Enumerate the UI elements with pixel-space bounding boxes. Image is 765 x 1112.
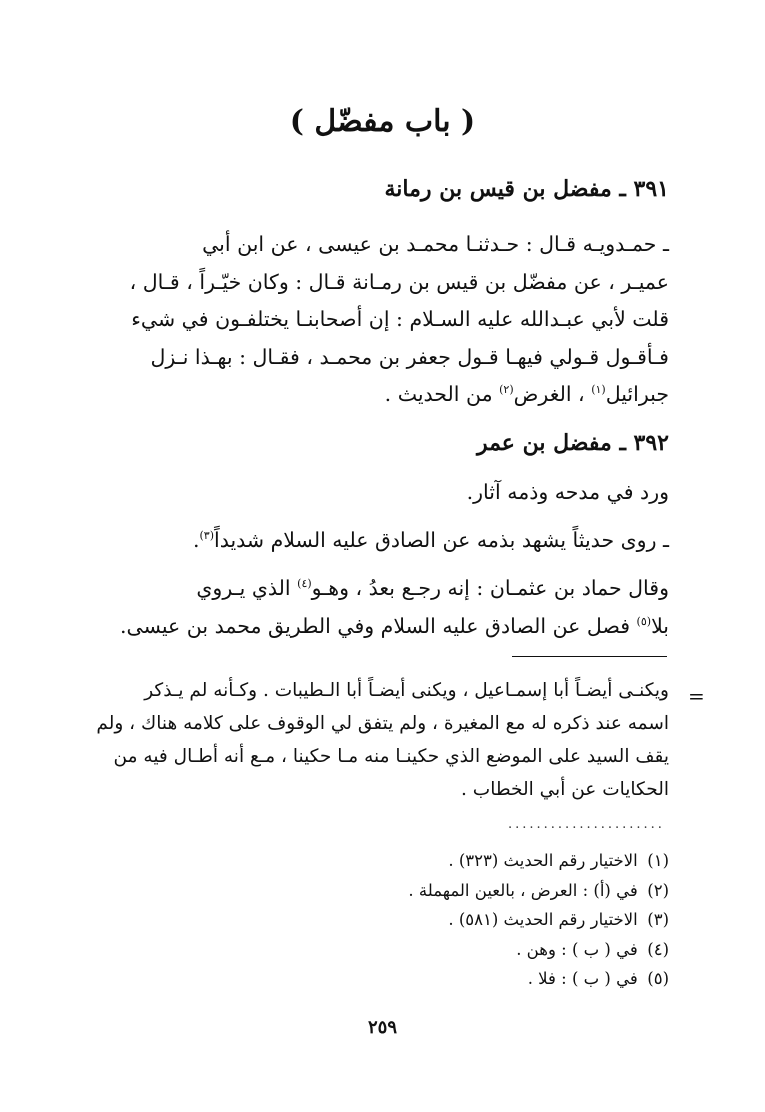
footnote-2 bbox=[89, 876, 669, 906]
entry-392-line1 bbox=[89, 474, 669, 512]
footnote-ref-3[interactable]: (٣) bbox=[199, 529, 214, 543]
note-line: اسمه عند ذكره له مع المغيرة ، ولم يتفق لي الوقوف على كلامه هناك ، ولم bbox=[96, 713, 669, 734]
footnote-3 bbox=[89, 905, 669, 935]
body-line bbox=[89, 570, 669, 608]
text-segment: ، الغرض bbox=[513, 382, 592, 406]
footnote-text: في ( ب ) : فلا . bbox=[527, 969, 638, 988]
chapter-title: ( باب مفضّل ) bbox=[289, 104, 476, 139]
body-line: ورد في مدحه وذمه آثار. bbox=[466, 480, 669, 504]
footnote-5 bbox=[89, 964, 669, 994]
footnote-number: (١) bbox=[647, 851, 669, 870]
text-segment: بلا bbox=[651, 613, 669, 638]
footnote-ref-5[interactable]: (٥) bbox=[636, 614, 652, 628]
note-line: الحكايات عن أبي الخطاب . bbox=[461, 779, 669, 800]
body-line-last bbox=[89, 376, 669, 414]
continued-note bbox=[89, 674, 669, 806]
footnote-number: (٤) bbox=[647, 939, 669, 959]
body-line bbox=[89, 608, 669, 646]
page-number: ٢٥٩ bbox=[367, 1017, 397, 1038]
footnote-number: (٣) bbox=[647, 910, 669, 929]
entry-heading-392: ٣٩٢ ـ مفضل بن عمر bbox=[476, 430, 669, 456]
text-segment: ـ روى حديثاً يشهد بذمه عن الصادق عليه السلام شديداً bbox=[214, 528, 669, 552]
text-segment: فصل عن الصادق عليه السلام وفي الطريق محمد بن عيسى. bbox=[119, 613, 637, 638]
body-line: فـأقـول قـولي فيهـا قـول جعفر بن محمـد ، فقـال : بهـذا نـزل bbox=[150, 344, 669, 369]
entry-391-body bbox=[89, 226, 669, 414]
text-segment: جبرائيل bbox=[605, 382, 669, 406]
footnote-ref-4[interactable]: (٤) bbox=[297, 577, 312, 591]
footnote-text: في ( ب ) : وهن . bbox=[516, 939, 638, 959]
body-line: عميـر ، عن مفضّل بن قيس بن رمـانة قـال : وكان خيّـراً ، قـال ، bbox=[129, 269, 669, 294]
footnote-number: (٢) bbox=[647, 880, 669, 900]
footnote-text: الاختيار رقم الحديث (٥٨١) . bbox=[448, 910, 638, 929]
text-segment: وقال حماد بن عثمـان : إنه رجـع بعدُ ، وهـو bbox=[311, 576, 669, 600]
text-segment: من الحديث . bbox=[384, 382, 500, 406]
body-line: ـ حمـدويـه قـال : حـدثنـا محمـد بن عيسى ، عن ابن أبي bbox=[202, 232, 669, 256]
text-segment: الذي يـروي bbox=[196, 576, 298, 600]
footnote-text: في (أ) : العرض ، بالعين المهملة . bbox=[408, 880, 638, 900]
text-segment: . bbox=[192, 528, 200, 552]
footnote-1 bbox=[89, 846, 669, 876]
continuation-marker: = bbox=[688, 684, 705, 708]
entry-392-para2 bbox=[89, 570, 669, 645]
body-line: قلت لأبي عبـدالله عليه السـلام : إن أصحابنـا يختلفـون في شيء bbox=[131, 307, 669, 331]
body-line bbox=[89, 522, 669, 560]
footnotes-list bbox=[89, 846, 669, 994]
note-line: ويكنـى أيضـاً أبا إسمـاعيل ، ويكنى أيضـاً أبا الـطيبات . وكـأنه لم يـذكر bbox=[144, 680, 669, 701]
entry-heading-391: ٣٩١ ـ مفضل بن قيس بن رمانة bbox=[384, 176, 669, 202]
footnote-ref-1[interactable]: (١) bbox=[591, 383, 606, 397]
footnote-dotted-separator: ...................... bbox=[508, 818, 665, 832]
note-line: يقف السيد على الموضع الذي حكينـا منه مـا حكينا ، مـع أنه أطـال فيه من bbox=[113, 746, 669, 767]
footnote-ref-2[interactable]: (٢) bbox=[499, 383, 514, 397]
footnote-number: (٥) bbox=[647, 969, 669, 988]
footnote-text: الاختيار رقم الحديث (٣٢٣) . bbox=[448, 851, 638, 870]
footnote-separator-rule bbox=[512, 656, 667, 657]
entry-392-line2 bbox=[89, 522, 669, 560]
footnote-4 bbox=[89, 935, 669, 965]
